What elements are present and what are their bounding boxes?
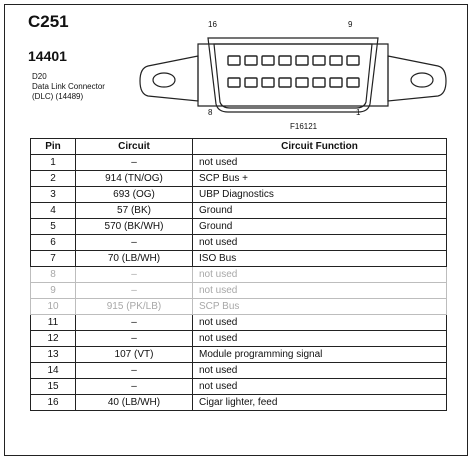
connector-code: C251 xyxy=(28,12,69,31)
table-row xyxy=(31,299,447,315)
pin-cell: 2 xyxy=(31,171,76,187)
circuit-cell: 914 (TN/OG) xyxy=(76,171,193,187)
table-row xyxy=(31,235,447,251)
pinout-table xyxy=(30,138,447,411)
circuit-cell: – xyxy=(76,235,193,251)
table-row xyxy=(31,347,447,363)
function-cell: SCP Bus + xyxy=(193,171,447,187)
function-cell: not used xyxy=(193,379,447,395)
connector-shroud xyxy=(208,38,378,112)
right-mounting-hole xyxy=(411,73,433,87)
circuit-cell: 40 (LB/WH) xyxy=(76,395,193,411)
pin-cell: 13 xyxy=(31,347,76,363)
pin-cell: 16 xyxy=(31,395,76,411)
table-row xyxy=(31,219,447,235)
table-row xyxy=(31,187,447,203)
function-cell: Ground xyxy=(193,219,447,235)
circuit-cell: 915 (PK/LB) xyxy=(76,299,193,315)
left-mounting-tab xyxy=(140,56,198,101)
circuit-cell: – xyxy=(76,155,193,171)
function-cell: not used xyxy=(193,267,447,283)
function-cell: SCP Bus xyxy=(193,299,447,315)
left-mounting-hole xyxy=(153,73,175,87)
table-row xyxy=(31,379,447,395)
function-cell: not used xyxy=(193,235,447,251)
pin-label-8: 8 xyxy=(208,108,213,117)
description-line: D20 xyxy=(32,72,47,81)
pin-label-1: 1 xyxy=(356,108,361,117)
circuit-cell: – xyxy=(76,363,193,379)
column-header-circuit: Circuit xyxy=(76,139,193,155)
part-number: 14401 xyxy=(28,48,67,64)
connector-face xyxy=(214,44,372,108)
dlc-connector-diagram xyxy=(138,16,448,126)
table-row xyxy=(31,267,447,283)
column-header-pin: Pin xyxy=(31,139,76,155)
pin-cell: 9 xyxy=(31,283,76,299)
pin-cell: 14 xyxy=(31,363,76,379)
circuit-cell: 57 (BK) xyxy=(76,203,193,219)
table-row xyxy=(31,171,447,187)
function-cell: ISO Bus xyxy=(193,251,447,267)
pin-label-16: 16 xyxy=(208,20,217,29)
connector-body xyxy=(198,44,388,106)
right-mounting-tab xyxy=(388,56,446,101)
circuit-cell: – xyxy=(76,331,193,347)
function-cell: Ground xyxy=(193,203,447,219)
function-cell: Module programming signal xyxy=(193,347,447,363)
function-cell: UBP Diagnostics xyxy=(193,187,447,203)
circuit-cell: 570 (BK/WH) xyxy=(76,219,193,235)
circuit-cell: – xyxy=(76,267,193,283)
pin-label-9: 9 xyxy=(348,20,353,29)
description-line: (DLC) (14489) xyxy=(32,92,84,101)
pin-cell: 3 xyxy=(31,187,76,203)
circuit-cell: – xyxy=(76,379,193,395)
pin-cell: 10 xyxy=(31,299,76,315)
table-row xyxy=(31,395,447,411)
pin-cavities xyxy=(228,56,359,87)
pin-cell: 12 xyxy=(31,331,76,347)
table-row xyxy=(31,363,447,379)
table-row xyxy=(31,315,447,331)
circuit-cell: – xyxy=(76,283,193,299)
pin-cell: 8 xyxy=(31,267,76,283)
function-cell: not used xyxy=(193,155,447,171)
description-line: Data Link Connector xyxy=(32,82,105,91)
table-row xyxy=(31,331,447,347)
function-cell: not used xyxy=(193,331,447,347)
circuit-cell: – xyxy=(76,315,193,331)
function-cell: Cigar lighter, feed xyxy=(193,395,447,411)
pin-cell: 7 xyxy=(31,251,76,267)
table-header-row xyxy=(31,139,447,155)
pin-cell: 11 xyxy=(31,315,76,331)
circuit-cell: 70 (LB/WH) xyxy=(76,251,193,267)
table-row xyxy=(31,155,447,171)
function-cell: not used xyxy=(193,283,447,299)
pin-cell: 15 xyxy=(31,379,76,395)
table-row xyxy=(31,283,447,299)
column-header-function: Circuit Function xyxy=(193,139,447,155)
pin-cell: 5 xyxy=(31,219,76,235)
function-cell: not used xyxy=(193,315,447,331)
function-cell: not used xyxy=(193,363,447,379)
figure-id: F16121 xyxy=(290,122,318,131)
pin-cell: 4 xyxy=(31,203,76,219)
circuit-cell: 693 (OG) xyxy=(76,187,193,203)
pin-cell: 6 xyxy=(31,235,76,251)
pin-cell: 1 xyxy=(31,155,76,171)
table-row xyxy=(31,251,447,267)
table-row xyxy=(31,203,447,219)
circuit-cell: 107 (VT) xyxy=(76,347,193,363)
